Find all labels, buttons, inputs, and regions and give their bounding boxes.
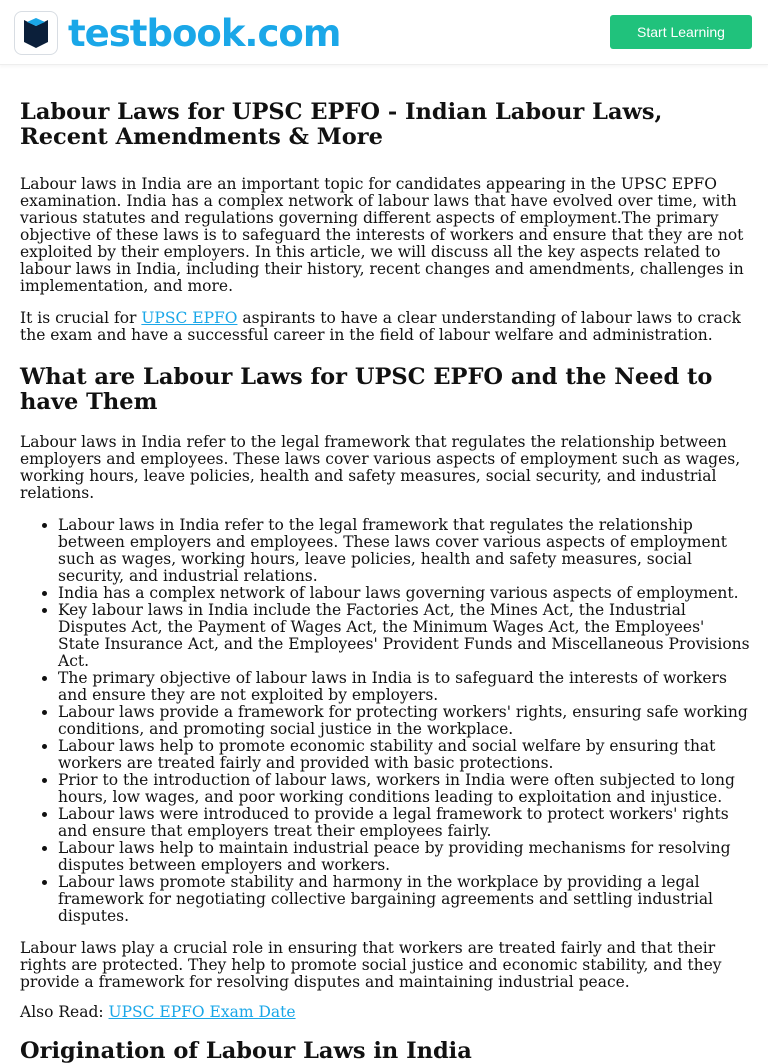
section-intro-paragraph: Labour laws in India refer to the legal framework that regulates the relationship between employers and employees. These laws cover various aspects of employment such as wages, working hours, leave policies, health and safety measures, social security, and industrial relations. [20,433,741,502]
list-item: • Labour laws help to maintain industrial peace by providing mechanisms for resolving disputes between employers and workers. [58,840,750,874]
testbook-logo-icon [14,11,58,55]
testbook-logo[interactable] [14,10,340,56]
list-item: • Labour laws in India refer to the legal framework that regulates the relationship between employers and employees. These laws cover various aspects of employment such as wages, working hours, leave policies, health and safety measures, social security, and industrial relations. [58,517,750,585]
list-item: • Labour laws help to promote economic stability and social welfare by ensuring that workers are treated fairly and provided with basic protections. [58,738,750,772]
section-heading-origination: Origination of Labour Laws in India [20,1038,472,1064]
section-heading-need: What are Labour Laws for UPSC EPFO and the Need to have Them [20,364,713,415]
also-read [20,1004,750,1021]
also-read-label: Also Read: [20,1003,109,1021]
list-item: • Prior to the introduction of labour laws, workers in India were often subjected to long hours, low wages, and poor working conditions leading to exploitation and injustice. [58,772,750,806]
list-item: • Labour laws were introduced to provide a legal framework to protect workers' rights and ensure that employers treat their employees fairly. [58,806,750,840]
conclusion-paragraph: Labour laws play a crucial role in ensuring that workers are treated fairly and that their rights are protected. They help to promote social justice and economic stability, and they provide a framework for resolving disputes and maintaining industrial peace. [20,939,722,991]
crucial-paragraph [20,310,750,344]
article-title: Labour Laws for UPSC EPFO - Indian Labour Laws, Recent Amendments & More [20,99,663,150]
site-header [0,0,768,65]
upsc-epfo-link[interactable]: UPSC EPFO [141,309,238,327]
article [20,100,750,1064]
exam-date-link[interactable]: UPSC EPFO Exam Date [108,1003,296,1021]
crucial-suffix: aspirants to have a clear understanding of labour laws to crack the exam and have a successful career in the field of labour welfare and administration. [20,309,741,344]
key-points-list [20,517,750,925]
list-item: • Labour laws promote stability and harmony in the workplace by providing a legal framework for negotiating collective bargaining agreements and settling industrial disputes. [58,874,750,925]
start-learning-button[interactable]: Start Learning [610,15,752,49]
list-item: • The primary objective of labour laws in India is to safeguard the interests of workers and ensure they are not exploited by employers. [58,670,750,704]
intro-paragraph: Labour laws in India are an important topic for candidates appearing in the UPSC EPFO examination. India has a complex network of labour laws that have evolved over time, with various statutes and regulations governing different aspects of employment.The primary objective of these laws is to safeguard the interests of workers and ensure that they are not exploited by their employers. In this article, we will discuss all the key aspects related to labour laws in India, including their history, recent changes and amendments, challenges in implementation, and more. [20,175,744,295]
crucial-prefix: It is crucial for [20,309,142,327]
list-item: • Labour laws provide a framework for protecting workers' rights, ensuring safe working conditions, and promoting social justice in the workplace. [58,704,750,738]
list-item: • India has a complex network of labour laws governing various aspects of employment. [58,585,750,602]
list-item: • Key labour laws in India include the Factories Act, the Mines Act, the Industrial Disputes Act, the Payment of Wages Act, the Minimum Wages Act, the Employees' State Insurance Act, and the Employees' Provident Funds and Miscellaneous Provisions Act. [58,602,750,670]
logo-text: testbook.com [68,11,341,55]
